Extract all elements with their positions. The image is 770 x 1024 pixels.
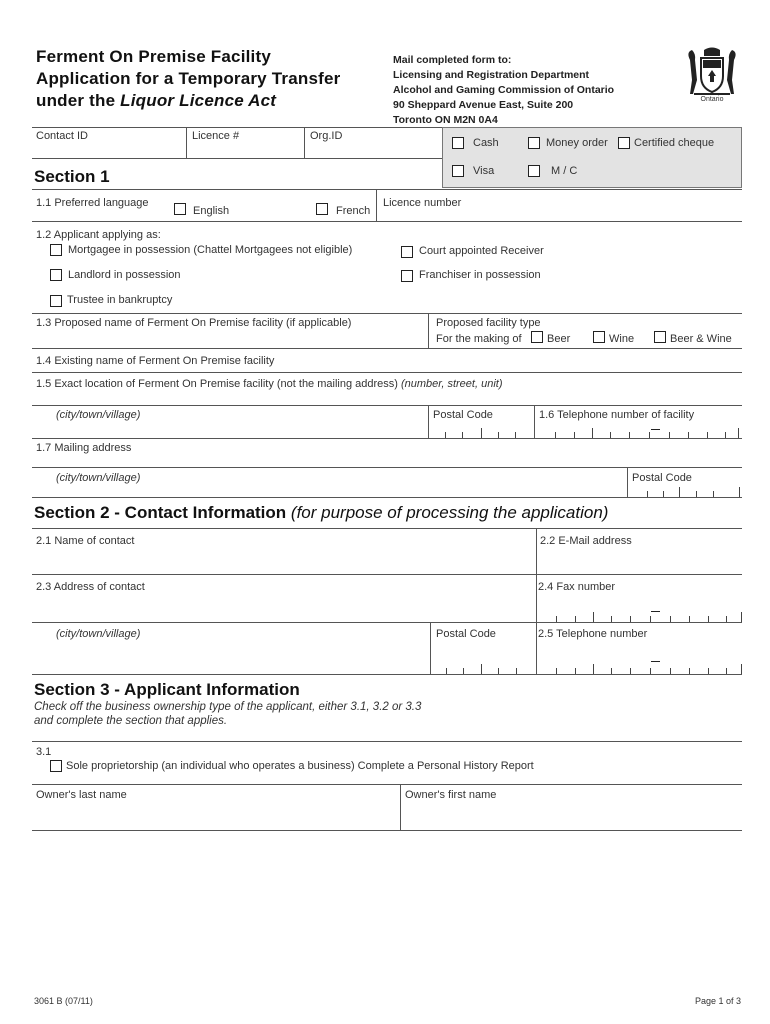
facility-phone-field[interactable]	[539, 428, 739, 438]
exact-location-field[interactable]	[36, 392, 736, 404]
contact-phone-dash	[651, 661, 660, 662]
title-act-name: Liquor Licence Act	[120, 91, 277, 110]
owner-last-name-label: Owner's last name	[36, 789, 127, 801]
english-checkbox[interactable]	[174, 203, 186, 215]
franchiser-checkbox[interactable]	[401, 270, 413, 282]
french-checkbox[interactable]	[316, 203, 328, 215]
section-2-note: (for purpose of processing the application)	[290, 503, 609, 522]
location-postal-field[interactable]	[433, 428, 531, 438]
contact-postal-field[interactable]	[432, 664, 532, 674]
court-receiver-checkbox[interactable]	[401, 246, 413, 258]
wine-checkbox[interactable]	[593, 331, 605, 343]
trustee-label: Trustee in bankruptcy	[67, 294, 173, 306]
fax-dash	[651, 611, 660, 612]
existing-name-label: 1.4 Existing name of Ferment On Premise facility	[36, 355, 275, 367]
contact-id-label: Contact ID	[36, 130, 88, 142]
mortgagee-checkbox[interactable]	[50, 244, 62, 256]
beer-wine-checkbox[interactable]	[654, 331, 666, 343]
licence-number-label: Licence number	[383, 197, 462, 209]
landlord-label: Landlord in possession	[68, 269, 181, 281]
mailing-address-label: 1.7 Mailing address	[36, 442, 132, 454]
contact-name-field[interactable]	[36, 552, 530, 572]
form-number: 3061 B (07/11)	[34, 996, 93, 1006]
ontario-logo	[684, 46, 740, 108]
ontario-crest-icon	[684, 46, 740, 98]
page-number: Page 1 of 3	[695, 996, 742, 1006]
mailing-instructions	[393, 53, 614, 128]
beer-label: Beer	[547, 333, 571, 345]
mc-checkbox[interactable]	[528, 165, 540, 177]
mortgagee-label: Mortgagee in possession (Chattel Mortgagees not eligible)	[68, 244, 353, 256]
form-title	[36, 46, 340, 112]
proposed-name-field[interactable]	[36, 331, 426, 345]
contact-name-label: 2.1 Name of contact	[36, 535, 135, 547]
owner-last-name-field[interactable]	[36, 806, 396, 826]
section-3-heading: Section 3 - Applicant Information	[34, 680, 300, 699]
english-label: English	[193, 205, 230, 217]
contact-phone-label: 2.5 Telephone number	[538, 628, 648, 640]
licence-number-field[interactable]	[380, 208, 740, 220]
location-city-label: (city/town/village)	[56, 409, 141, 421]
option-3-1-label: 3.1	[36, 746, 52, 758]
licence-no-label: Licence #	[192, 130, 240, 142]
trustee-checkbox[interactable]	[50, 295, 62, 307]
contact-postal-label: Postal Code	[436, 628, 496, 640]
certified-cheque-label: Certified cheque	[634, 137, 715, 149]
mc-label: M / C	[551, 165, 578, 177]
applicant-applying-label: 1.2 Applicant applying as:	[36, 229, 161, 241]
proposed-name-label: 1.3 Proposed name of Ferment On Premise facility (if applicable)	[36, 317, 352, 329]
facility-phone-label: 1.6 Telephone number of facility	[539, 409, 695, 421]
contact-city-label: (city/town/village)	[56, 628, 141, 640]
fax-label: 2.4 Fax number	[538, 581, 616, 593]
section-2-title: Section 2 - Contact Information	[34, 503, 287, 522]
mailing-postal-field[interactable]	[632, 487, 740, 497]
mail-line-2: Alcohol and Gaming Commission of Ontario	[393, 84, 615, 96]
mail-heading: Mail completed form to:	[393, 54, 512, 66]
title-line-1: Ferment On Premise Facility	[36, 47, 271, 66]
court-receiver-label: Court appointed Receiver	[419, 245, 544, 257]
section-2-heading	[34, 503, 608, 523]
facility-type-label: Proposed facility type	[436, 317, 541, 329]
french-label: French	[336, 205, 371, 217]
facility-phone-dash	[651, 429, 660, 430]
exact-location-text: 1.5 Exact location of Ferment On Premise facility (not the mailing address)	[36, 378, 398, 390]
mail-line-4: Toronto ON M2N 0A4	[393, 114, 498, 126]
contact-address-field[interactable]	[36, 598, 530, 618]
sole-proprietorship-checkbox[interactable]	[50, 760, 62, 772]
cash-checkbox[interactable]	[452, 137, 464, 149]
title-line-2: Application for a Temporary Transfer	[36, 69, 341, 88]
exact-location-label	[36, 378, 503, 390]
landlord-checkbox[interactable]	[50, 269, 62, 281]
mailing-city-label: (city/town/village)	[56, 472, 141, 484]
wine-label: Wine	[609, 333, 635, 345]
contact-address-label: 2.3 Address of contact	[36, 581, 145, 593]
section-1-heading: Section 1	[34, 167, 110, 186]
certified-cheque-checkbox[interactable]	[618, 137, 630, 149]
email-field[interactable]	[540, 552, 738, 572]
owner-first-name-field[interactable]	[405, 806, 738, 826]
location-postal-label: Postal Code	[433, 409, 493, 421]
section-3-instruction-1: Check off the business ownership type of the applicant, either 3.1, 3.2 or 3.3	[34, 701, 422, 713]
money-order-label: Money order	[546, 137, 608, 149]
visa-label: Visa	[473, 165, 495, 177]
money-order-checkbox[interactable]	[528, 137, 540, 149]
making-of-label: For the making of	[436, 333, 522, 345]
cash-label: Cash	[473, 137, 499, 149]
mailing-postal-label: Postal Code	[632, 472, 692, 484]
section-3-instruction-2: and complete the section that applies.	[34, 715, 228, 727]
preferred-language-label: 1.1 Preferred language	[36, 197, 149, 209]
franchiser-label: Franchiser in possession	[419, 269, 541, 281]
owner-first-name-label: Owner's first name	[405, 789, 497, 801]
org-id-label: Org.ID	[310, 130, 343, 142]
title-line-3	[36, 90, 340, 112]
beer-checkbox[interactable]	[531, 331, 543, 343]
fax-field[interactable]	[540, 612, 742, 622]
title-line-3-prefix: under the	[36, 91, 121, 110]
beer-wine-label: Beer & Wine	[670, 333, 732, 345]
ontario-logo-text: Ontario	[700, 96, 724, 103]
visa-checkbox[interactable]	[452, 165, 464, 177]
mailing-address-field[interactable]	[36, 455, 736, 467]
mail-line-1: Licensing and Registration Department	[393, 69, 590, 81]
exact-location-hint: (number, street, unit)	[401, 378, 503, 390]
mail-line-3: 90 Sheppard Avenue East, Suite 200	[393, 99, 574, 111]
sole-proprietorship-label: Sole proprietorship (an individual who operates a business) Complete a Personal History Report	[66, 760, 534, 772]
contact-phone-field[interactable]	[540, 664, 742, 674]
email-label: 2.2 E-Mail address	[540, 535, 632, 547]
